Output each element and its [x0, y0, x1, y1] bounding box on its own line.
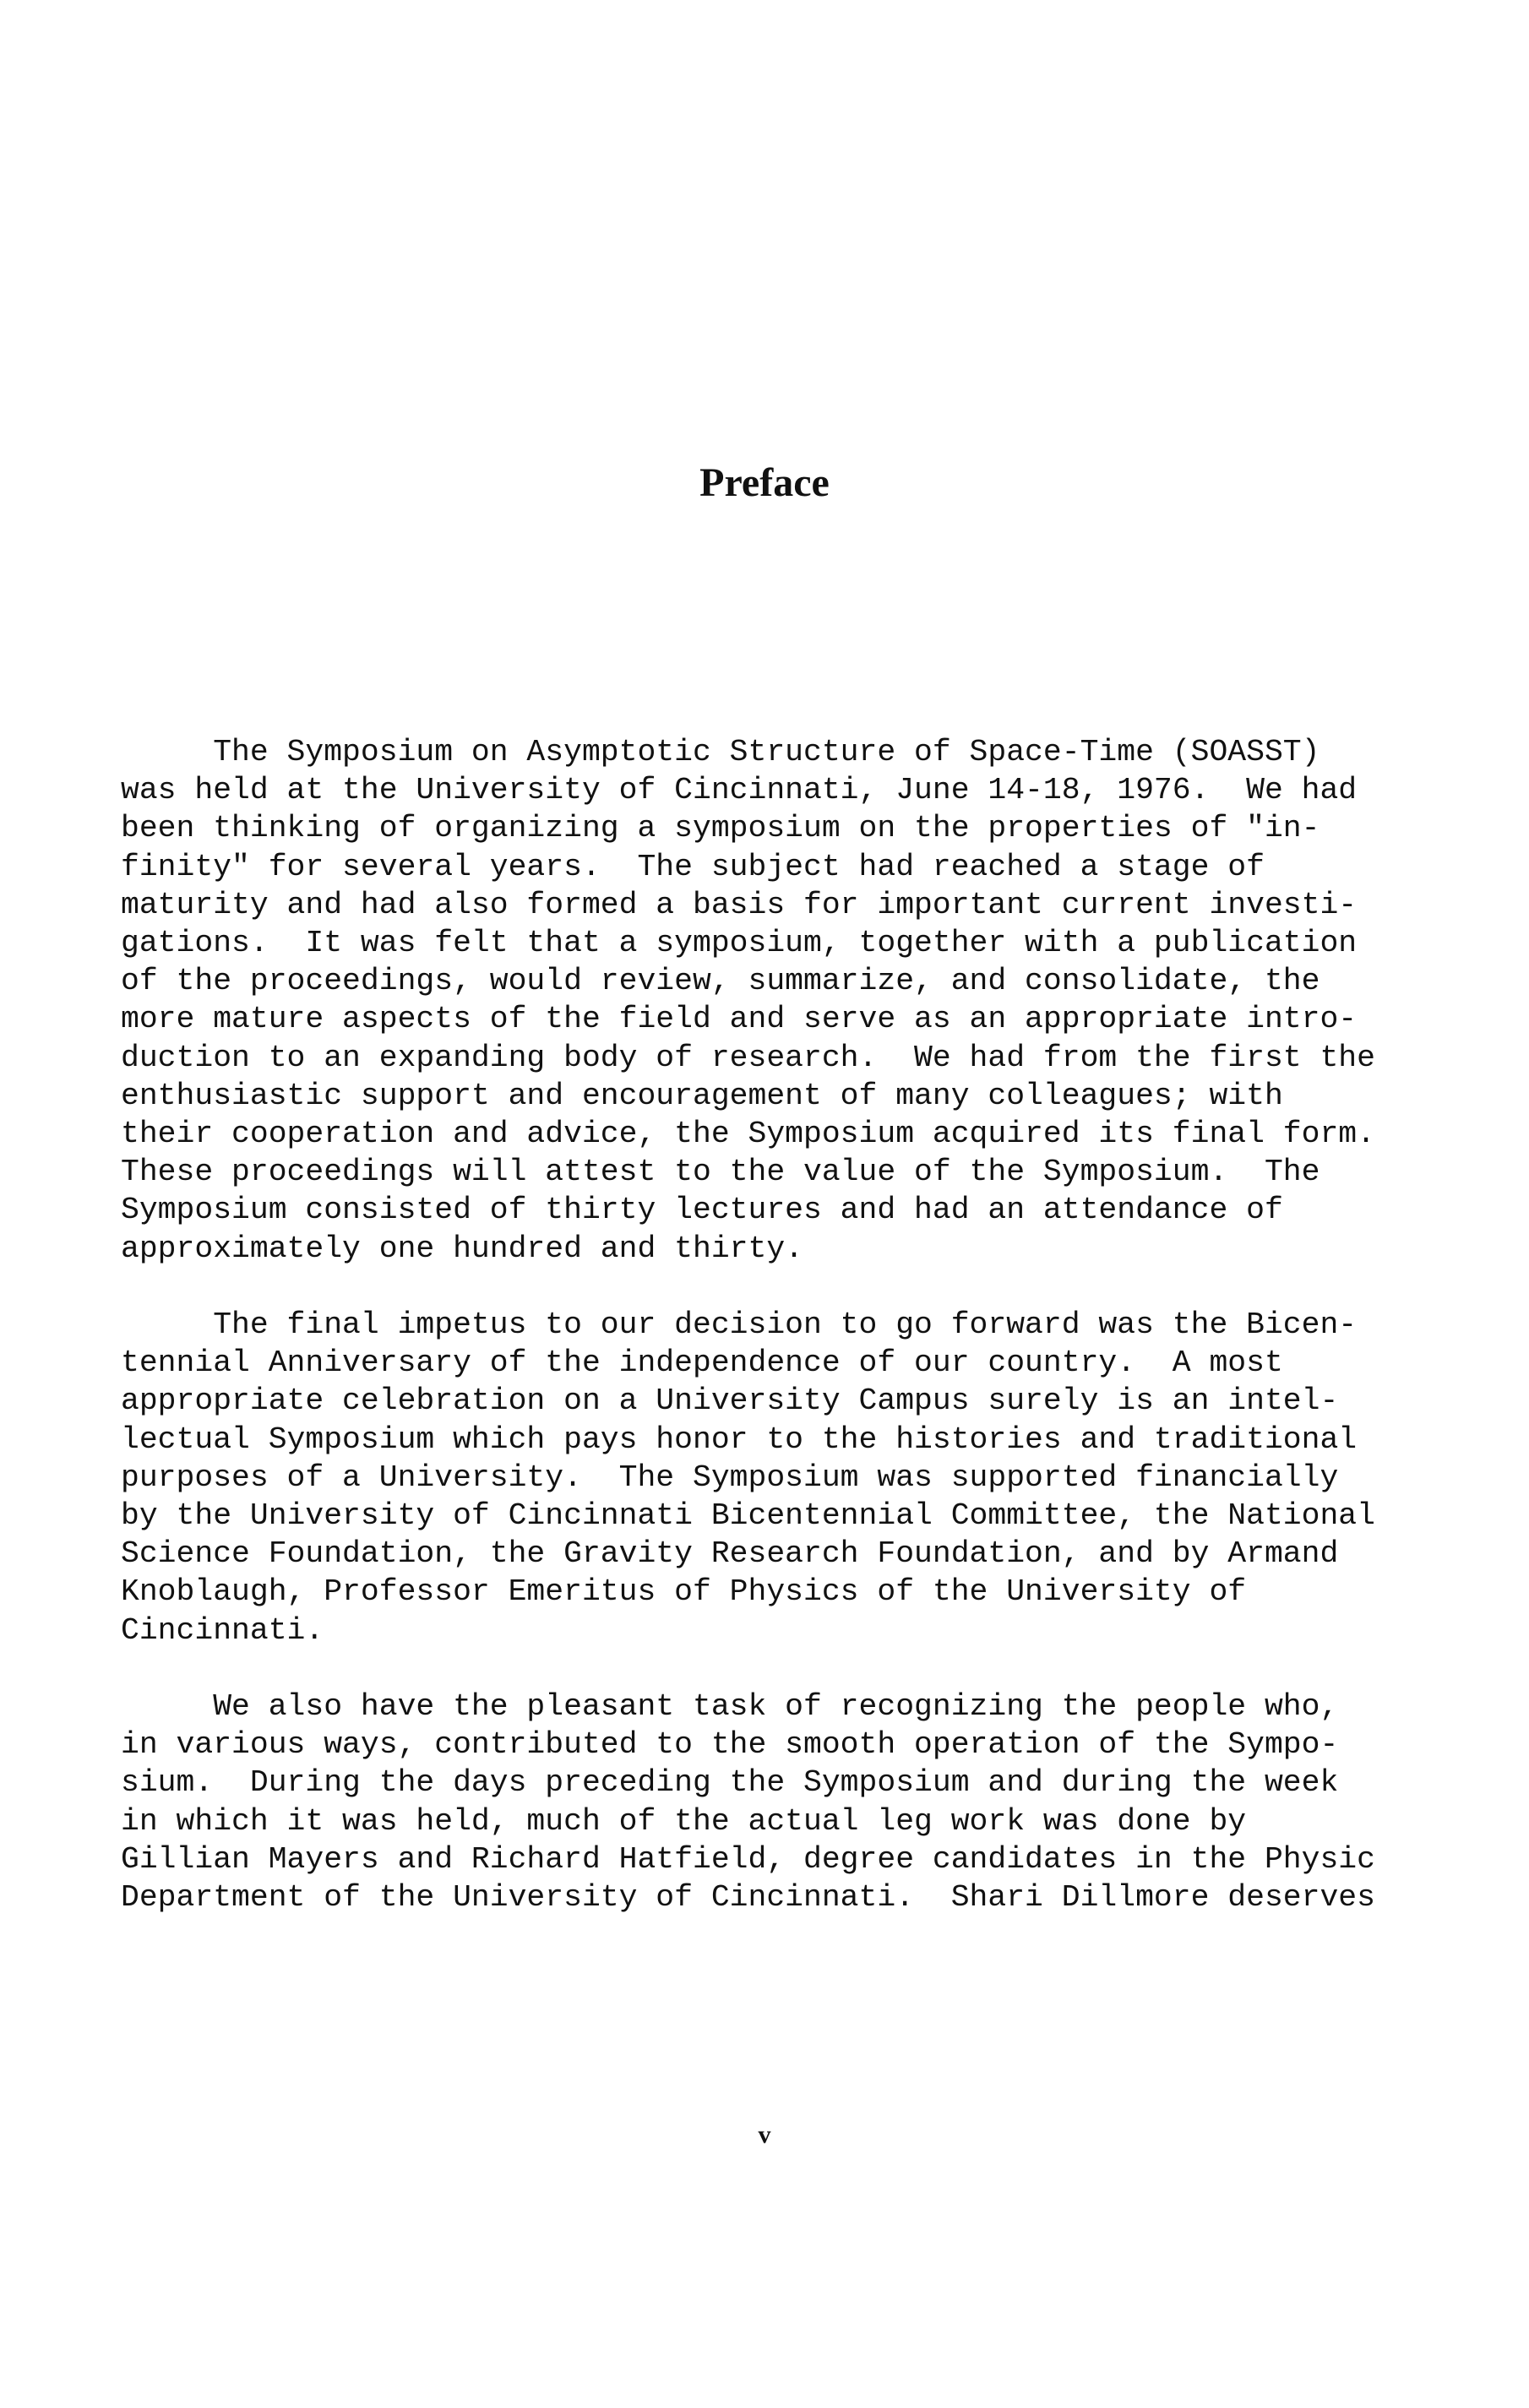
text-line: of the proceedings, would review, summarize, and consolidate, the — [121, 964, 1320, 999]
text-line: in which it was held, much of the actual leg work was done by — [121, 1803, 1247, 1839]
text-line: The Symposium on Asymptotic Structure of Space-Time (SOASST) — [121, 735, 1320, 769]
text-line: maturity and had also formed a basis for important current investi- — [121, 887, 1358, 922]
page-number: v — [758, 2121, 771, 2149]
text-line: duction to an expanding body of research. We had from the first the — [121, 1040, 1375, 1075]
text-line: approximately one hundred and thirty. — [121, 1231, 804, 1266]
text-line: These proceedings will attest to the value of the Symposium. The — [121, 1155, 1320, 1190]
text-line: Symposium consisted of thirty lectures and had an attendance of — [121, 1193, 1283, 1228]
text-line: was held at the University of Cincinnati, June 14-18, 1976. We had — [121, 773, 1358, 808]
page-title: Preface — [699, 460, 830, 505]
text-line: Science Foundation, the Gravity Research Foundation, and by Armand — [121, 1536, 1339, 1572]
text-line: purposes of a University. The Symposium was supported financially — [121, 1459, 1339, 1495]
text-line: Department of the University of Cincinnati. Shari Dillmore deserves — [121, 1880, 1375, 1916]
text-line: more mature aspects of the field and serve as an appropriate intro- — [121, 1002, 1358, 1037]
text-line: The final impetus to our decision to go forward was the Bicen- — [121, 1307, 1358, 1343]
paragraph-3 — [121, 1688, 1506, 1916]
paragraph-1 — [121, 733, 1506, 1268]
text-line: their cooperation and advice, the Symposium acquired its final form. — [121, 1117, 1375, 1152]
text-line: by the University of Cincinnati Bicentennial Committee, the National — [121, 1498, 1375, 1534]
paragraph-spacer — [121, 1268, 1506, 1306]
text-line: We also have the pleasant task of recognizing the people who, — [121, 1689, 1339, 1725]
paragraph-spacer — [121, 1650, 1506, 1688]
text-line: enthusiastic support and encouragement of many colleagues; with — [121, 1078, 1283, 1113]
text-line: lectual Symposium which pays honor to the histories and traditional — [121, 1421, 1358, 1457]
text-line: appropriate celebration on a University Campus surely is an intel- — [121, 1383, 1339, 1419]
text-line: tennial Anniversary of the independence of our country. A most — [121, 1345, 1283, 1381]
text-line: in various ways, contributed to the smooth operation of the Sympo- — [121, 1727, 1339, 1763]
text-line: sium. During the days preceding the Symposium and during the week — [121, 1765, 1339, 1801]
text-line: Gillian Mayers and Richard Hatfield, degree candidates in the Physic — [121, 1841, 1375, 1877]
paragraph-2 — [121, 1306, 1506, 1650]
text-line: gations. It was felt that a symposium, together with a publication — [121, 926, 1358, 961]
text-line: finity" for several years. The subject had reached a stage of — [121, 849, 1265, 884]
preface-body — [121, 733, 1506, 1916]
text-line: Cincinnati. — [121, 1612, 324, 1648]
text-line: been thinking of organizing a symposium on the properties of "in- — [121, 811, 1320, 846]
text-line: Knoblaugh, Professor Emeritus of Physics of the University of — [121, 1574, 1247, 1610]
